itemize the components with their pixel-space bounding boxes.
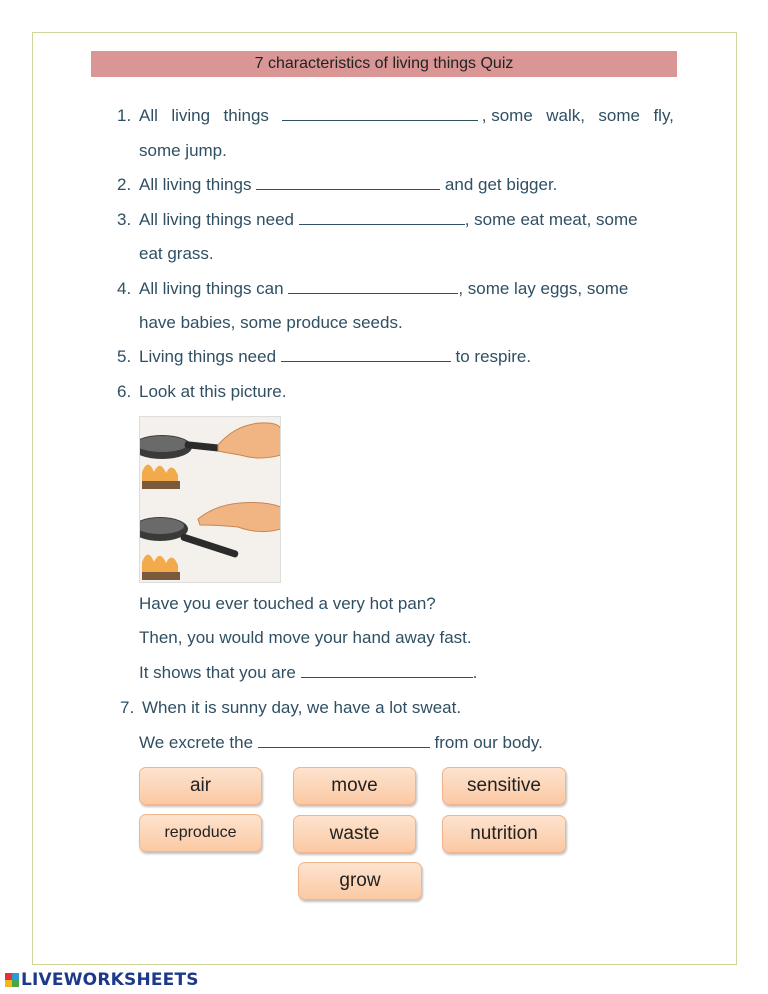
q1-word: All [139, 106, 158, 125]
q1-word: living [171, 106, 211, 125]
q4-line2: have babies, some produce seeds. [139, 313, 403, 332]
q7-blank[interactable] [258, 733, 430, 748]
word-chip-waste[interactable]: waste [293, 815, 416, 853]
q5-number: 5. [117, 347, 132, 366]
q5-blank[interactable] [281, 347, 451, 362]
q1-line1 [139, 106, 674, 126]
q3-blank[interactable] [299, 210, 465, 225]
hot-pan-picture [139, 416, 281, 583]
q7-text-before: We excrete the [139, 733, 254, 752]
q1-word: walk, [546, 106, 585, 125]
q5-text-after: to respire. [455, 347, 532, 366]
word-chip-sensitive[interactable]: sensitive [442, 767, 566, 805]
q2-text-after: and get bigger. [444, 175, 558, 194]
word-chip-reproduce[interactable]: reproduce [139, 814, 262, 852]
word-chip-nutrition[interactable]: nutrition [442, 815, 566, 853]
hot-pan-illustration [140, 417, 281, 583]
q4-line [139, 279, 628, 299]
q1-word: things [223, 106, 269, 125]
q6-sub1: Have you ever touched a very hot pan? [139, 594, 436, 613]
q4-text-after: , some lay eggs, some [458, 279, 629, 298]
q1-number: 1. [117, 106, 132, 125]
quiz-title: 7 characteristics of living things Quiz [91, 51, 677, 77]
q3-number: 3. [117, 210, 132, 229]
q2-line [139, 175, 557, 195]
q7-text-after: from our body. [434, 733, 543, 752]
q2-blank[interactable] [256, 175, 440, 190]
q1-word: fly, [653, 106, 674, 125]
word-chip-grow[interactable]: grow [298, 862, 422, 900]
q3-text-after: , some eat meat, some [464, 210, 638, 229]
q3-line2: eat grass. [139, 244, 214, 263]
q4-text: All living things can [139, 279, 284, 298]
q2-number: 2. [117, 175, 132, 194]
word-chip-air[interactable]: air [139, 767, 262, 805]
q6-blank[interactable] [301, 663, 473, 678]
q4-number: 4. [117, 279, 132, 298]
q5-text: Living things need [139, 347, 277, 366]
q6-sub3 [139, 663, 477, 683]
logo-grid-icon [5, 973, 19, 987]
q1-line2: some jump. [139, 141, 227, 160]
q6-text: It shows that you are [139, 663, 296, 682]
q7-sub1 [139, 733, 543, 753]
q7-text: When it is sunny day, we have a lot sweat. [142, 698, 462, 717]
q2-text: All living things [139, 175, 252, 194]
liveworksheets-logo[interactable] [5, 970, 199, 990]
word-chip-move[interactable]: move [293, 767, 416, 805]
q6-text: Look at this picture. [139, 382, 287, 401]
logo-text: LIVEWORKSHEETS [21, 970, 199, 990]
q6-text-after: . [472, 663, 478, 682]
q4-blank[interactable] [288, 279, 458, 294]
q1-word: , some [481, 106, 533, 125]
q5-line [139, 347, 531, 367]
q7-number: 7. [120, 698, 135, 717]
q6-sub2: Then, you would move your hand away fast. [139, 628, 472, 647]
q6-number: 6. [117, 382, 132, 401]
q1-word: some [598, 106, 640, 125]
q1-blank[interactable] [282, 106, 478, 121]
q3-line [139, 210, 638, 230]
q3-text: All living things need [139, 210, 294, 229]
